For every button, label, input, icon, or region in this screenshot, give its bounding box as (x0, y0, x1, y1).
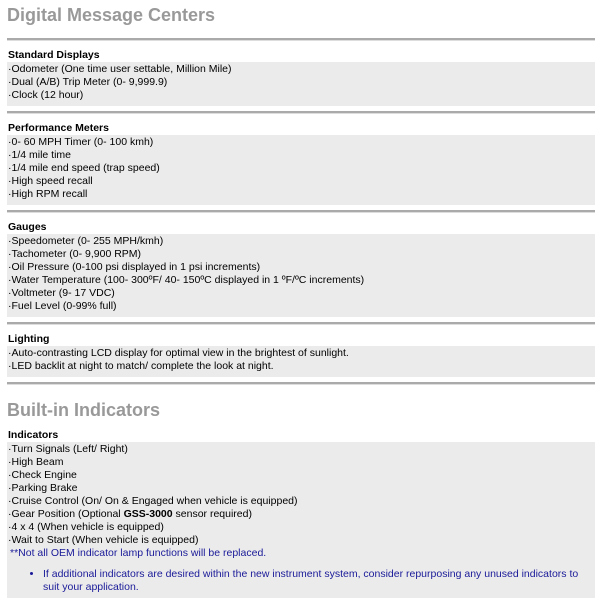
list-item: · Turn Signals (Left/ Right) (7, 443, 595, 456)
indicators-list (7, 442, 595, 598)
list-item: · Parking Brake (7, 482, 595, 495)
group-heading-performance-meters: Performance Meters (8, 122, 109, 134)
list-item: · Wait to Start (When vehicle is equipped) (7, 534, 595, 547)
list-item: · Fuel Level (0-99% full) (7, 300, 595, 313)
list-item: · High RPM recall (7, 188, 595, 201)
list-item: · Clock (12 hour) (7, 89, 595, 102)
list-item: · High speed recall (7, 175, 595, 188)
list-item: · LED backlit at night to match/ complete the look at night. (7, 360, 595, 373)
list-item: · 1/4 mile time (7, 149, 595, 162)
gear-suffix: sensor required) (172, 508, 252, 520)
group-heading-lighting: Lighting (8, 333, 50, 345)
list-item: · Check Engine (7, 469, 595, 482)
list-item: · Cruise Control (On/ On & Engaged when vehicle is equipped) (7, 495, 595, 508)
list-item: · Voltmeter (9- 17 VDC) (7, 287, 595, 300)
section-title-digital-message-centers: Digital Message Centers (7, 5, 216, 25)
group-list (7, 234, 595, 317)
section-title-built-in-indicators: Built-in Indicators (7, 400, 160, 420)
group-list (7, 62, 595, 106)
group-heading-gauges: Gauges (8, 221, 47, 233)
group-heading-standard-displays: Standard Displays (8, 49, 100, 61)
list-item: · 0- 60 MPH Timer (0- 100 kmh) (7, 136, 595, 149)
list-item: · Water Temperature (100- 300ºF/ 40- 150ºC displayed in 1 ºF/ºC increments) (7, 274, 595, 287)
list-item: · Tachometer (0- 9,900 RPM) (7, 248, 595, 261)
bullet-item: • If additional indicators are desired within the new instrument system, consider repurposing any unused indicators to suit your application. (43, 568, 595, 594)
gear-prefix: Gear Position (Optional (11, 508, 124, 520)
gss-3000-product: GSS-3000 (123, 508, 173, 520)
list-item: · 4 x 4 (When vehicle is equipped) (7, 521, 595, 534)
list-item-gear-position (7, 508, 595, 521)
list-item: · Odometer (One time user settable, Million Mile) (7, 63, 595, 76)
list-item: · High Beam (7, 456, 595, 469)
bullet-list (7, 568, 595, 594)
oem-note: **Not all OEM indicator lamp functions will be replaced. (10, 547, 267, 559)
group-heading-indicators: Indicators (8, 429, 59, 441)
list-item: · Auto-contrasting LCD display for optimal view in the brightest of sunlight. (7, 347, 595, 360)
list-item: · Oil Pressure (0-100 psi displayed in 1 psi increments) (7, 261, 595, 274)
list-item: · Dual (A/B) Trip Meter (0- 9,999.9) (7, 76, 595, 89)
list-item: · Speedometer (0- 255 MPH/kmh) (7, 235, 595, 248)
group-list (7, 135, 595, 205)
group-list (7, 346, 595, 377)
list-item: · 1/4 mile end speed (trap speed) (7, 162, 595, 175)
